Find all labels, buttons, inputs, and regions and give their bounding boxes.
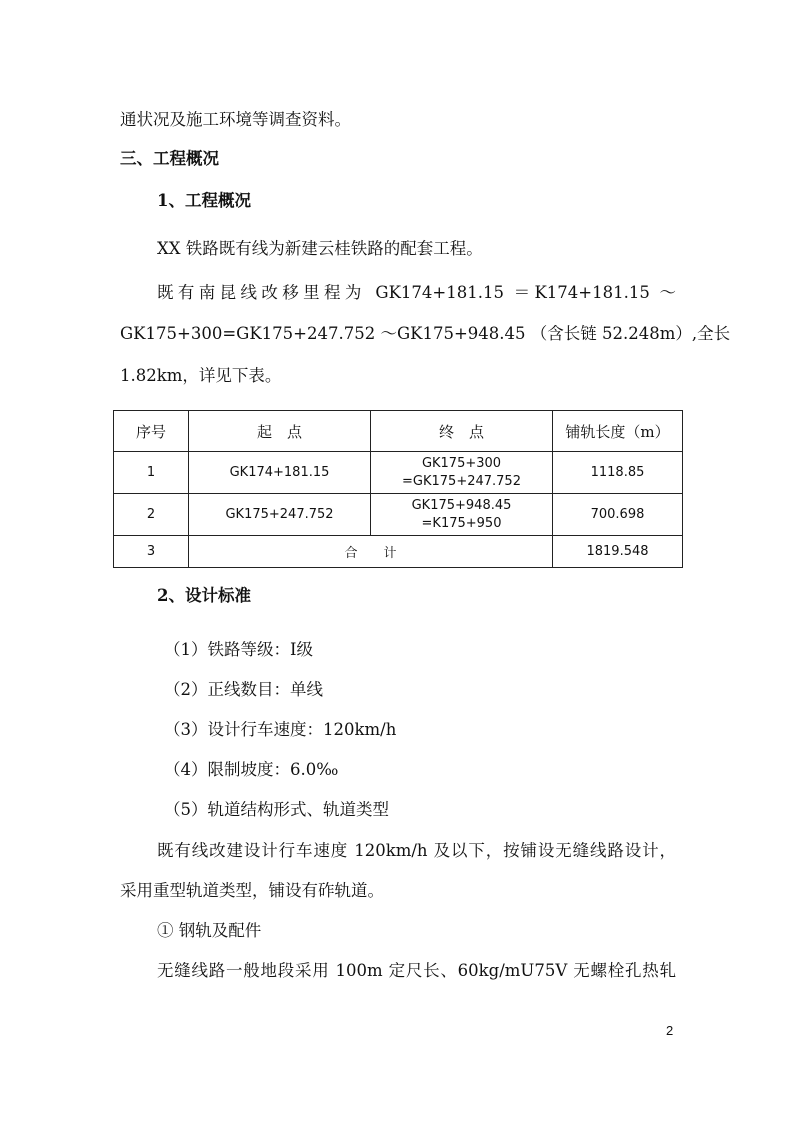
body-text-line: XX 铁路既有线为新建云桂铁路的配套工程。 xyxy=(157,239,483,258)
row-end-line1: GK175+300 xyxy=(421,455,502,471)
row-length: 1118.85 xyxy=(553,452,683,494)
table-header-start: 起 点 xyxy=(189,411,371,452)
row-no: 1 xyxy=(114,452,189,494)
body-text-line: 无缝线路一般地段采用 100m 定尺长、60kg/mU75V 无螺栓孔热轧 xyxy=(157,961,676,980)
subsection-heading: 2、设计标准 xyxy=(157,586,251,605)
table-total-row xyxy=(114,536,683,568)
body-text-line: 采用重型轨道类型，铺设有砟轨道。 xyxy=(120,881,384,900)
row-end-line2: =GK175+247.752 xyxy=(402,473,521,489)
body-text-line: 既有南昆线改移里程为 GK174+181.15 ＝K174+181.15 ～ xyxy=(157,283,676,302)
subsection-heading: 1、工程概况 xyxy=(157,191,251,210)
row-no: 2 xyxy=(114,494,189,536)
body-text-line: ① 钢轨及配件 xyxy=(157,921,262,940)
body-text-line: 既有线改建设计行车速度 120km/h 及以下，按铺设无缝线路设计， xyxy=(157,841,676,860)
body-text-line: GK175+300=GK175+247.752 ～GK175+948.45 （含长链 52.248m）,全长 xyxy=(120,324,731,343)
standard-item: （1）铁路等级：Ⅰ级 xyxy=(164,640,314,659)
table-row xyxy=(114,494,683,536)
body-text-line: 通状况及施工环境等调查资料。 xyxy=(120,110,351,129)
table-row xyxy=(114,452,683,494)
row-length: 700.698 xyxy=(553,494,683,536)
row-end-line2: =K175+950 xyxy=(421,515,502,531)
track-laying-table xyxy=(113,410,683,568)
standard-item: （5）轨道结构形式、轨道类型 xyxy=(164,800,389,819)
section-heading: 三、工程概况 xyxy=(120,149,219,168)
total-length: 1819.548 xyxy=(553,536,683,568)
row-start: GK175+247.752 xyxy=(189,494,371,536)
table-header-no: 序号 xyxy=(114,411,189,452)
total-no: 3 xyxy=(114,536,189,568)
total-label: 合 计 xyxy=(189,536,553,568)
standard-item: （2）正线数目：单线 xyxy=(164,680,323,699)
row-end xyxy=(371,494,553,536)
standard-item: （4）限制坡度：6.0‰ xyxy=(164,760,339,779)
row-end xyxy=(371,452,553,494)
row-end-line1: GK175+948.45 xyxy=(411,497,512,513)
row-start: GK174+181.15 xyxy=(189,452,371,494)
page-number: 2 xyxy=(666,1023,674,1038)
table-header-end: 终 点 xyxy=(371,411,553,452)
body-text-line: 1.82km，详见下表。 xyxy=(120,366,282,385)
standard-item: （3）设计行车速度：120km/h xyxy=(164,720,397,739)
table-header-length: 铺轨长度（m） xyxy=(553,411,683,452)
